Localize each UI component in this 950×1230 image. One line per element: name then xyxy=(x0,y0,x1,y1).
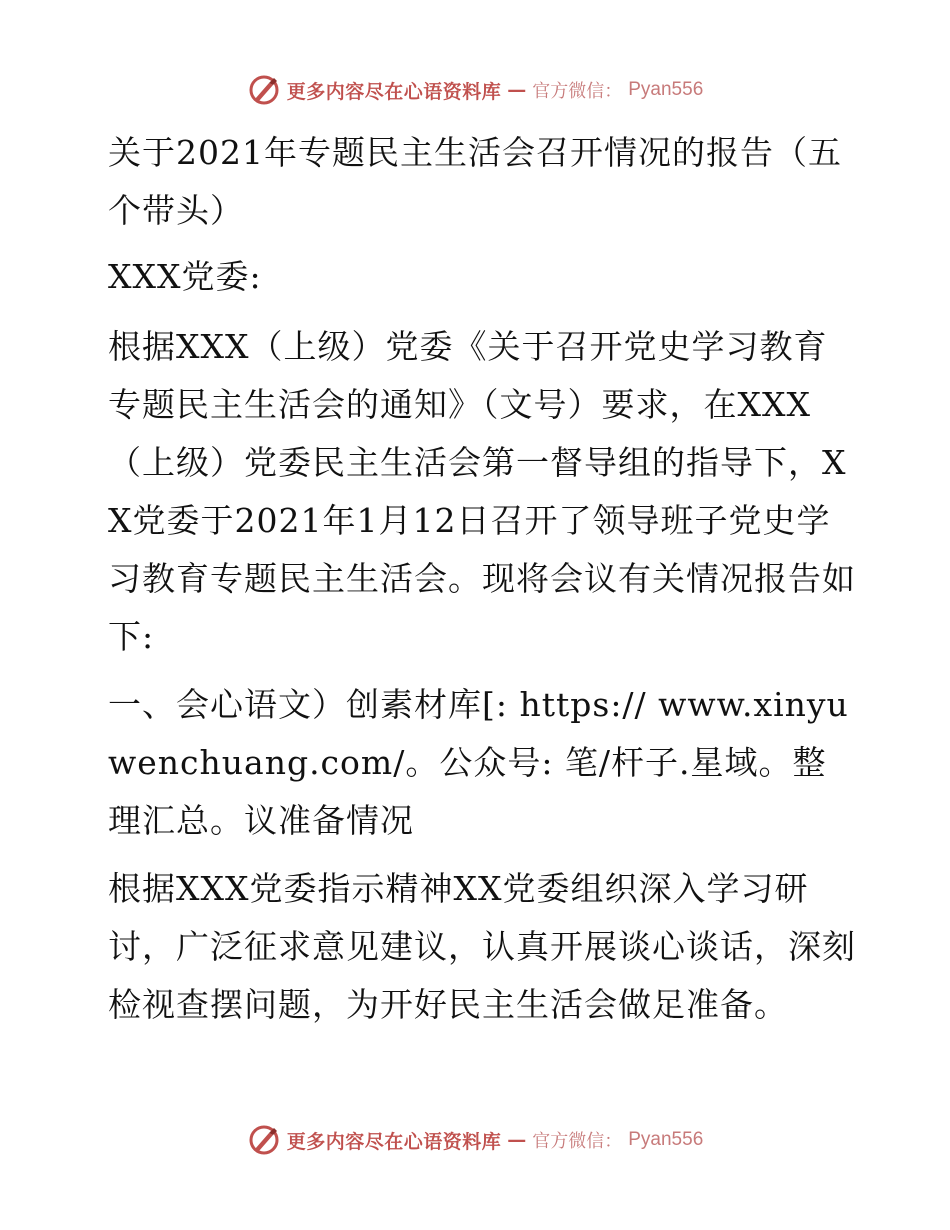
footer-watermark-banner xyxy=(0,1120,950,1160)
paragraph-1: 根据XXX（上级）党委《关于召开党史学习教育专题民主生活会的通知》（文号）要求，在XXX（上级）党委民主生活会第一督导组的指导下，XX党委于2021年1月12日召开了领导班子党史学习教育专题民主生活会。现将会议有关情况报告如下: xyxy=(108,327,856,656)
banner-subtitle: 官方微信： xyxy=(532,81,623,102)
pen-logo-icon xyxy=(247,1123,281,1157)
section-heading-1: 一、会心语文）创素材库[: https:// www.xinyuwenchuang.com/。公众号: 笔/杆子.星域。整理汇总。议准备情况 xyxy=(108,685,849,840)
paragraph-2: 根据XXX党委指示精神XX党委组织深入学习研讨，广泛征求意见建议，认真开展谈心谈话，深刻检视查摆问题，为开好民主生活会做足准备。 xyxy=(108,869,856,1024)
banner-text: 更多内容尽在心语资料库 xyxy=(286,80,502,103)
salutation: XXX党委: xyxy=(108,257,262,296)
banner-text: 更多内容尽在心语资料库 xyxy=(286,1130,502,1153)
banner-wechat-id: Pyan556 xyxy=(628,1129,704,1150)
banner-dash: — xyxy=(507,79,527,101)
banner-subtitle: 官方微信： xyxy=(532,1131,623,1152)
document-body xyxy=(98,124,858,1034)
banner-wechat-id: Pyan556 xyxy=(628,79,704,100)
header-watermark-banner xyxy=(0,70,950,110)
document-title: 关于2021年专题民主生活会召开情况的报告（五个带头） xyxy=(108,133,842,230)
pen-logo-icon xyxy=(247,73,281,107)
banner-dash: — xyxy=(507,1129,527,1151)
